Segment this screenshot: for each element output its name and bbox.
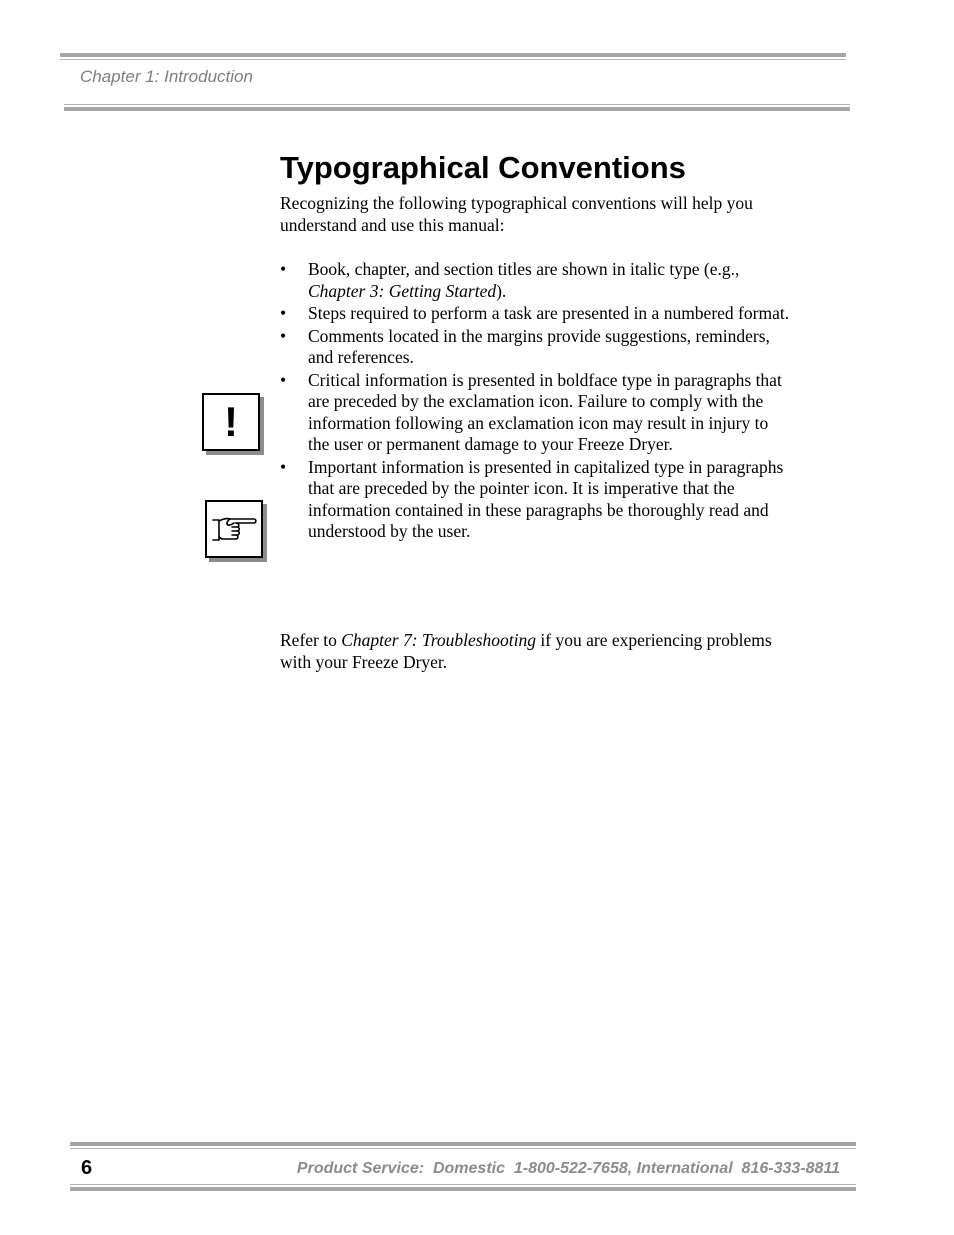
bullet-icon: • bbox=[280, 303, 287, 323]
list-item bbox=[280, 370, 790, 456]
footer-bottom-rule bbox=[70, 1187, 856, 1191]
bullet-icon: • bbox=[280, 456, 287, 477]
refer-text-end: if you are experiencing problems with your Freeze Dryer. bbox=[280, 630, 772, 672]
list-item bbox=[280, 326, 790, 369]
header-top-rule-thin bbox=[60, 59, 846, 60]
exclamation-icon bbox=[202, 393, 260, 451]
footer-top-rule-thin bbox=[70, 1148, 856, 1149]
bullet-icon: • bbox=[280, 369, 287, 390]
list-item-text: Book, chapter, and section titles are shown in italic type (e.g., bbox=[308, 259, 740, 279]
bullet-icon: • bbox=[280, 325, 287, 346]
list-item bbox=[280, 457, 790, 543]
footer-top-rule bbox=[70, 1142, 856, 1146]
list-item bbox=[280, 259, 790, 302]
list-item-text: Important information is presented in capitalized type in paragraphs that are preceded by the pointer icon. It is imperative that the information contained in these paragraphs be thoroughly read and understood by the user. bbox=[308, 456, 784, 541]
header-bottom-rule-thin bbox=[64, 104, 850, 105]
list-item-text-end: ). bbox=[496, 280, 507, 301]
product-service-contact: Product Service: Domestic 1-800-522-7658, International 816-333-8811 bbox=[296, 1160, 840, 1177]
list-item-text: Steps required to perform a task are presented in a numbered format. bbox=[308, 303, 790, 323]
pointing-hand-glyph bbox=[210, 512, 258, 546]
page-title: Typographical Conventions bbox=[280, 150, 686, 185]
page-number: 6 bbox=[81, 1157, 93, 1179]
header-bottom-rule bbox=[64, 107, 850, 111]
list-item-text: Comments located in the margins provide suggestions, reminders, and references. bbox=[308, 325, 770, 367]
pointing-hand-icon bbox=[205, 500, 263, 558]
conventions-list bbox=[280, 259, 790, 544]
header-top-rule bbox=[60, 53, 846, 57]
italic-title: Chapter 3: Getting Started bbox=[308, 280, 497, 301]
list-item-text: Critical information is presented in boldface type in paragraphs that are preceded by the exclamation icon. Failure to comply with the information following an exclamation icon may result in injury to the user or permanent damage to your Freeze Dryer. bbox=[308, 369, 782, 454]
footer-bottom-rule-thin bbox=[70, 1184, 856, 1185]
exclamation-glyph: ! bbox=[224, 398, 238, 445]
bullet-icon: • bbox=[280, 259, 287, 279]
running-header: Chapter 1: Introduction bbox=[80, 67, 253, 86]
intro-paragraph: Recognizing the following typographical conventions will help you understand and use this manual: bbox=[280, 193, 753, 235]
refer-text: Refer to bbox=[280, 630, 342, 650]
refer-paragraph bbox=[280, 630, 780, 673]
italic-chapter-reference: Chapter 7: Troubleshooting bbox=[341, 630, 537, 650]
list-item bbox=[280, 303, 790, 325]
